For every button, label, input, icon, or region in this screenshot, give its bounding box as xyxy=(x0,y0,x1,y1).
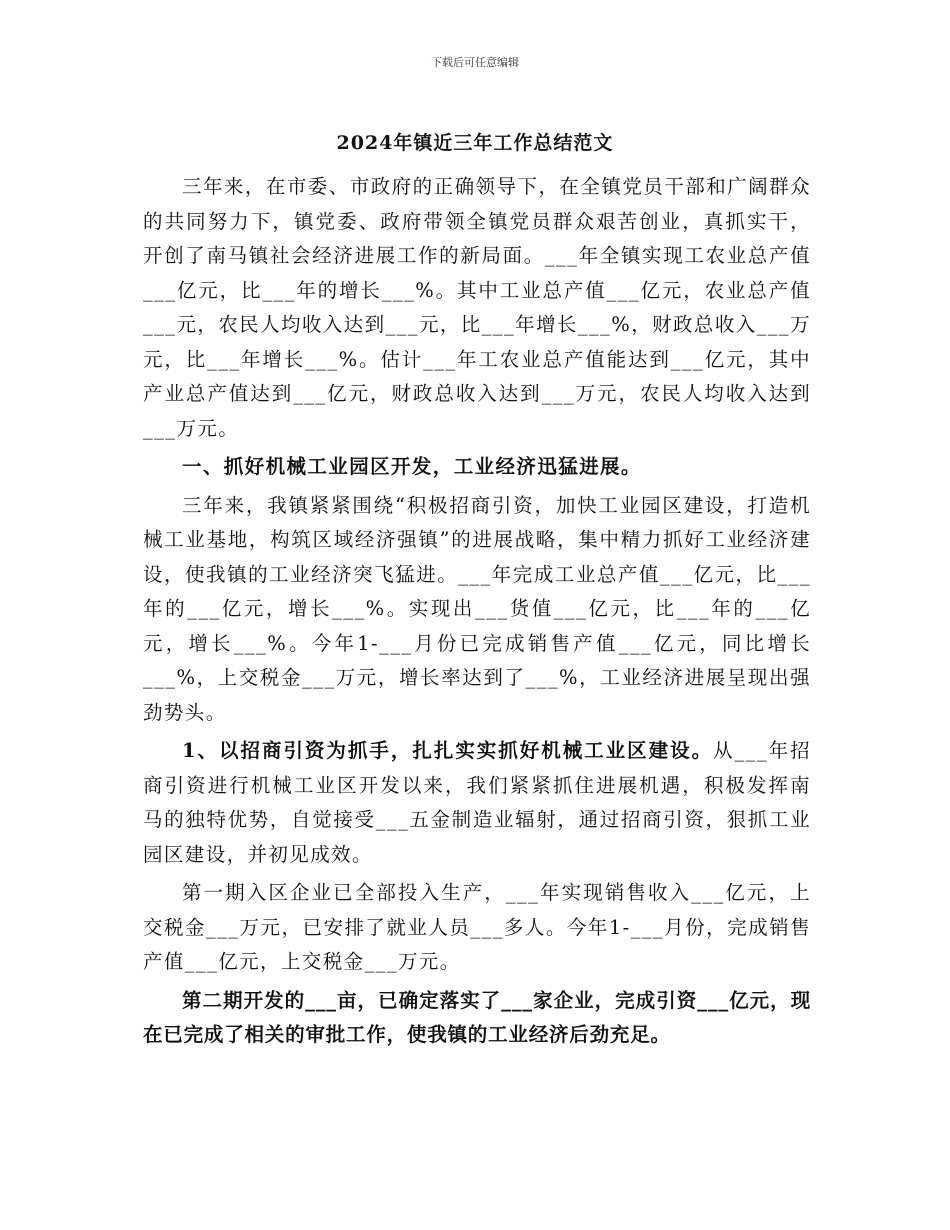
item-1-text: 从___年招商引资进行机械工业区开发以来，我们紧紧抓住进展机遇，积极发挥南马的独特优势，自觉接受___五金制造业辐射，通过招商引资，狠抓工业园区建设，并初见成效。 xyxy=(143,739,811,866)
page-header-note: 下载后可任意编辑 xyxy=(431,56,519,69)
document-body xyxy=(143,170,811,1057)
section-heading-1: 一、抓好机械工业园区开发，工业经济迅猛进展。 xyxy=(182,455,642,478)
document-title: 2024年镇近三年工作总结范文 xyxy=(336,132,614,154)
paragraph-item-1 xyxy=(143,734,811,872)
paragraph-phase-1: 第一期入区企业已全部投入生产，___年实现销售收入___亿元，上交税金___万元，已安排了就业人员___多人。今年1-___月份，完成销售产值___亿元，上交税金___万元。 xyxy=(143,881,811,973)
paragraph-phase-2: 第二期开发的___亩，已确定落实了___家企业，完成引资___亿元，现在已完成了相关的审批工作，使我镇的工业经济后劲充足。 xyxy=(143,988,811,1046)
paragraph-section-1: 三年来，我镇紧紧围绕“积极招商引资，加快工业园区建设，打造机械工业基地，构筑区域经济强镇”的进展战略，集中精力抓好工业经济建设，使我镇的工业经济突飞猛进。___年完成工业总产值___亿元，比___年的___亿元，增长___%。实现出___货值___亿元，比___年的___亿元，增长___%。今年1-___月份已完成销售产值___亿元，同比增长___%，上交税金___万元，增长率达到了___%，工业经济进展呈现出强劲势头。 xyxy=(143,493,811,724)
item-1-lead: 1、以招商引资为抓手，扎扎实实抓好机械工业区建设。 xyxy=(182,739,714,762)
paragraph-intro: 三年来，在市委、市政府的正确领导下，在全镇党员干部和广阔群众的共同努力下，镇党委、政府带领全镇党员群众艰苦创业，真抓实干，开创了南马镇社会经济进展工作的新局面。___年全镇实现工农业总产值___亿元，比___年的增长___%。其中工业总产值___亿元，农业总产值___元，农民人均收入达到___元，比___年增长___%，财政总收入___万元，比___年增长___%。估计___年工农业总产值能达到___亿元，其中产业总产值达到___亿元，财政总收入达到___万元，农民人均收入达到___万元。 xyxy=(143,175,811,440)
